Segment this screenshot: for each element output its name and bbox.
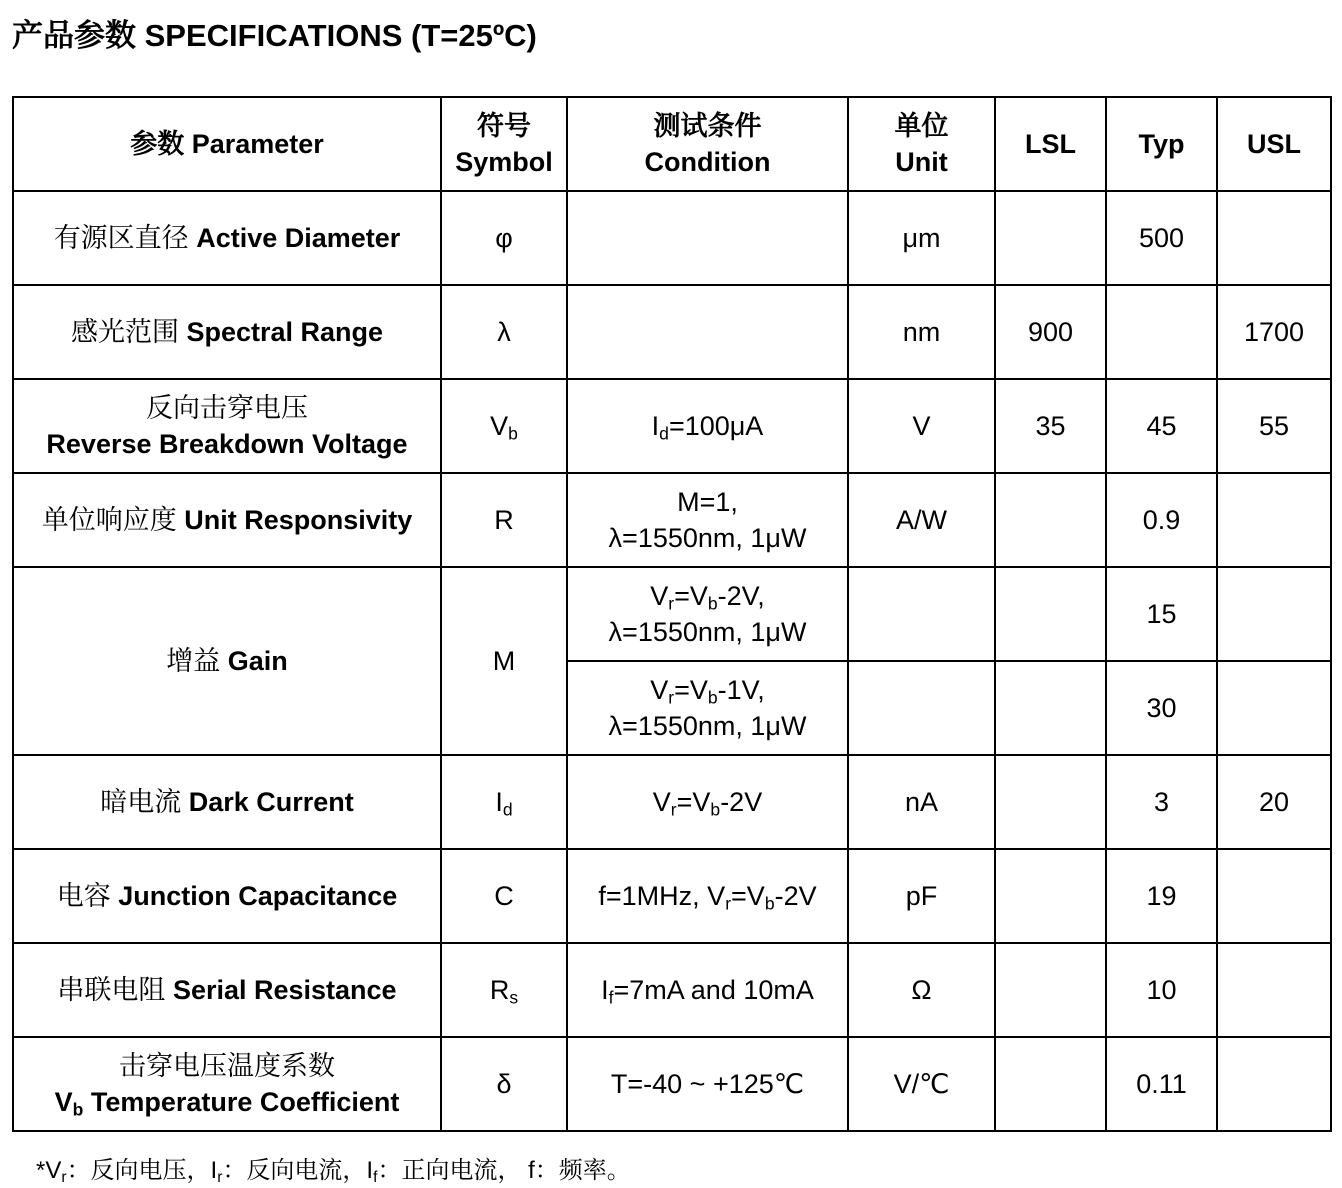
condition-cell: M=1, λ=1550nm, 1μW xyxy=(567,473,848,567)
condition-cell xyxy=(567,191,848,285)
param-cell: 击穿电压温度系数 $V_b$ Temperature Coefficient xyxy=(13,1037,441,1131)
lsl-cell xyxy=(995,191,1106,285)
usl-cell: 1700 xyxy=(1217,285,1331,379)
typ-cell xyxy=(1106,285,1217,379)
usl-cell: 55 xyxy=(1217,379,1331,473)
unit-cell: nm xyxy=(848,285,995,379)
header-typ: Typ xyxy=(1106,97,1217,191)
page-title: 产品参数 SPECIFICATIONS (T=25ºC) xyxy=(12,18,537,53)
param-cell: 暗电流 Dark Current xyxy=(13,755,441,849)
param-cell: 电容 Junction Capacitance xyxy=(13,849,441,943)
header-condition: 测试条件 Condition xyxy=(567,97,848,191)
param-cell: 单位响应度 Unit Responsivity xyxy=(13,473,441,567)
usl-cell xyxy=(1217,567,1331,661)
condition-cell: f=1MHz, $V_r=V_b-2V$ xyxy=(567,849,848,943)
param-cell: 增益 Gain xyxy=(13,567,441,755)
symbol-cell: $V_b$ xyxy=(441,379,567,473)
symbol-cell: R xyxy=(441,473,567,567)
lsl-cell xyxy=(995,943,1106,1037)
unit-cell: nA xyxy=(848,755,995,849)
usl-cell xyxy=(1217,473,1331,567)
symbol-cell: φ xyxy=(441,191,567,285)
usl-cell xyxy=(1217,943,1331,1037)
typ-cell: 0.11 xyxy=(1106,1037,1217,1131)
condition-cell: $V_r=V_b-2V$, λ=1550nm, 1μW xyxy=(567,567,848,661)
unit-cell: A/W xyxy=(848,473,995,567)
lsl-cell xyxy=(995,567,1106,661)
table-row-breakdown-voltage xyxy=(13,379,1331,473)
condition-cell: $V_r=V_b-1V$, λ=1550nm, 1μW xyxy=(567,661,848,755)
usl-cell xyxy=(1217,849,1331,943)
param-cell: 感光范围 Spectral Range xyxy=(13,285,441,379)
unit-cell: μm xyxy=(848,191,995,285)
table-row-spectral-range xyxy=(13,285,1331,379)
condition-cell: $V_r=V_b-2V$ xyxy=(567,755,848,849)
param-cell: 串联电阻 Serial Resistance xyxy=(13,943,441,1037)
header-parameter: 参数 Parameter xyxy=(13,97,441,191)
table-row-dark-current xyxy=(13,755,1331,849)
usl-cell xyxy=(1217,1037,1331,1131)
symbol-cell: C xyxy=(441,849,567,943)
header-usl: USL xyxy=(1217,97,1331,191)
header-row xyxy=(13,97,1331,191)
unit-cell xyxy=(848,567,995,661)
footnote: $*V_r$：反向电压，$I_r$：反向电流，$I_f$：正向电流， f：频率。 xyxy=(36,1157,631,1186)
unit-cell xyxy=(848,661,995,755)
condition-cell xyxy=(567,285,848,379)
typ-cell: 0.9 xyxy=(1106,473,1217,567)
usl-cell: 20 xyxy=(1217,755,1331,849)
table-row-temp-coefficient xyxy=(13,1037,1331,1131)
header-lsl: LSL xyxy=(995,97,1106,191)
table-row-active-diameter xyxy=(13,191,1331,285)
lsl-cell xyxy=(995,661,1106,755)
usl-cell xyxy=(1217,191,1331,285)
table-row-capacitance xyxy=(13,849,1331,943)
condition-cell: $I_d=100\mu A$ xyxy=(567,379,848,473)
lsl-cell xyxy=(995,849,1106,943)
symbol-cell: $I_d$ xyxy=(441,755,567,849)
unit-cell: V/℃ xyxy=(848,1037,995,1131)
lsl-cell xyxy=(995,473,1106,567)
typ-cell: 45 xyxy=(1106,379,1217,473)
header-unit: 单位 Unit xyxy=(848,97,995,191)
param-cell: 反向击穿电压 Reverse Breakdown Voltage xyxy=(13,379,441,473)
typ-cell: 500 xyxy=(1106,191,1217,285)
param-cell: 有源区直径 Active Diameter xyxy=(13,191,441,285)
lsl-cell: 900 xyxy=(995,285,1106,379)
typ-cell: 30 xyxy=(1106,661,1217,755)
condition-cell: $I_f=7mA$ and 10mA xyxy=(567,943,848,1037)
symbol-cell: M xyxy=(441,567,567,755)
symbol-cell: δ xyxy=(441,1037,567,1131)
unit-cell: V xyxy=(848,379,995,473)
lsl-cell xyxy=(995,1037,1106,1131)
typ-cell: 19 xyxy=(1106,849,1217,943)
unit-cell: Ω xyxy=(848,943,995,1037)
table-row-serial-resistance xyxy=(13,943,1331,1037)
condition-cell: T=-40 ~ +125℃ xyxy=(567,1037,848,1131)
typ-cell: 10 xyxy=(1106,943,1217,1037)
unit-cell: pF xyxy=(848,849,995,943)
lsl-cell xyxy=(995,755,1106,849)
specifications-table xyxy=(12,96,1332,1132)
symbol-cell: $R_s$ xyxy=(441,943,567,1037)
typ-cell: 3 xyxy=(1106,755,1217,849)
typ-cell: 15 xyxy=(1106,567,1217,661)
header-symbol: 符号 Symbol xyxy=(441,97,567,191)
table-row-responsivity xyxy=(13,473,1331,567)
lsl-cell: 35 xyxy=(995,379,1106,473)
usl-cell xyxy=(1217,661,1331,755)
table-row-gain-1 xyxy=(13,567,1331,661)
symbol-cell: λ xyxy=(441,285,567,379)
